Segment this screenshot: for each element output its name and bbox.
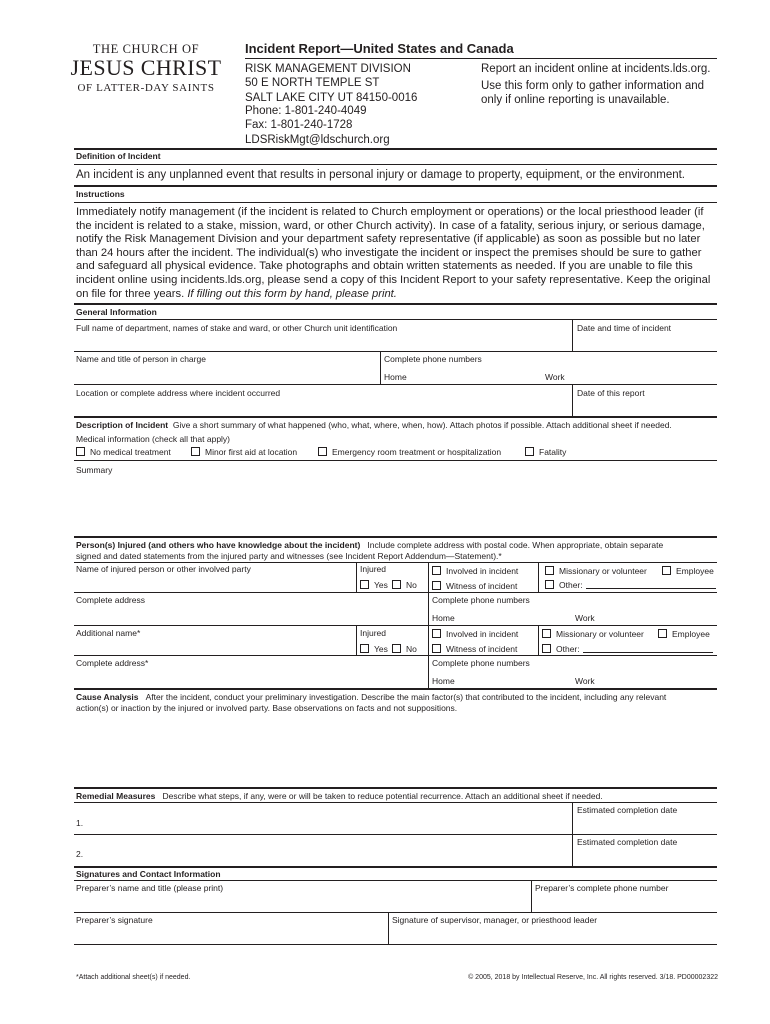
divider bbox=[74, 625, 717, 626]
missionary-checkbox-2[interactable] bbox=[542, 629, 644, 639]
supervisor-signature-field[interactable] bbox=[389, 913, 717, 943]
address-line: 50 E NORTH TEMPLE ST bbox=[245, 77, 380, 90]
home-label-2: Home bbox=[432, 676, 455, 686]
address-line: RISK MANAGEMENT DIVISION bbox=[245, 63, 411, 75]
option-label: Other: bbox=[559, 580, 583, 590]
measure-number-2: 2. bbox=[76, 849, 84, 859]
general-rule bbox=[74, 303, 717, 305]
description-title: Description of Incident bbox=[76, 420, 169, 430]
medical-label: Medical information (check all that apply) bbox=[76, 434, 231, 444]
option-label: Involved in incident bbox=[446, 629, 519, 639]
other-input[interactable] bbox=[586, 588, 716, 589]
preparer-name-label: Preparer’s name and title (please print) bbox=[76, 883, 224, 893]
datetime-field[interactable] bbox=[573, 320, 717, 351]
instructions-sub-rule bbox=[74, 202, 717, 203]
report-date-field[interactable] bbox=[573, 385, 717, 416]
church-logo bbox=[66, 42, 226, 95]
preparer-phone-field[interactable] bbox=[532, 881, 717, 912]
datetime-field-label: Date and time of incident bbox=[577, 323, 672, 333]
divider bbox=[428, 625, 429, 655]
dept-field-label: Full name of department, names of stake and ward, or other Church unit identification bbox=[76, 323, 398, 333]
summary-field[interactable] bbox=[74, 461, 717, 536]
address-field[interactable] bbox=[74, 593, 428, 625]
footer-note: *Attach additional sheet(s) if needed. bbox=[76, 974, 191, 981]
injured-instructions-1: Include complete address with postal code. When appropriate, obtain separate bbox=[367, 540, 664, 550]
preparer-signature-label: Preparer’s signature bbox=[76, 915, 153, 925]
option-label: No bbox=[406, 644, 417, 654]
option-label: No medical treatment bbox=[90, 447, 171, 457]
checkbox-square bbox=[525, 447, 534, 456]
online-note: Report an incident online at incidents.lds.org. bbox=[481, 63, 711, 75]
phones-label: Complete phone numbers bbox=[432, 595, 530, 605]
option-label: Fatality bbox=[539, 447, 567, 457]
checkbox-square bbox=[318, 447, 327, 456]
est-completion-label-2: Estimated completion date bbox=[577, 837, 678, 847]
person-in-charge-field[interactable] bbox=[74, 352, 380, 384]
checkbox-square bbox=[658, 629, 667, 638]
option-label: Involved in incident bbox=[446, 566, 519, 576]
cause-heading bbox=[76, 692, 666, 702]
checkbox-square bbox=[545, 580, 554, 589]
remedial-title: Remedial Measures bbox=[76, 791, 156, 801]
additional-name-label: Additional name* bbox=[76, 628, 141, 638]
cause-instructions-2: action(s) or inaction by the injured or involved party. Base observations on facts and not suppositions. bbox=[76, 703, 458, 713]
injured-instructions-2: signed and dated statements from the injured party and witnesses (see Incident Report Addendum—Statement).* bbox=[76, 551, 502, 561]
dept-field[interactable] bbox=[74, 320, 572, 351]
definition-rule bbox=[74, 148, 717, 150]
measure-field-2[interactable] bbox=[74, 835, 572, 865]
option-label: Witness of incident bbox=[446, 644, 518, 654]
emergency-room-checkbox[interactable] bbox=[318, 447, 501, 457]
option-label: Witness of incident bbox=[446, 581, 518, 591]
employee-checkbox-2[interactable] bbox=[658, 629, 710, 639]
cause-field[interactable] bbox=[74, 716, 717, 786]
divider bbox=[356, 562, 357, 592]
phones-label: Complete phone numbers bbox=[384, 354, 482, 364]
checkbox-square bbox=[360, 644, 369, 653]
address-label: Complete address bbox=[76, 595, 145, 605]
copyright: © 2005, 2018 by Intellectual Reserve, Inc. All rights reserved. 3/18. PD00002322 bbox=[468, 974, 718, 981]
remedial-heading bbox=[76, 791, 603, 801]
remedial-instructions: Describe what steps, if any, were or will be taken to reduce potential recurrence. Attach an additional sheet if needed. bbox=[162, 791, 603, 801]
phones-label-2: Complete phone numbers bbox=[432, 658, 530, 668]
injured-name-label: Name of injured person or other involved party bbox=[76, 564, 251, 574]
checkbox-square bbox=[432, 566, 441, 575]
work-label-2: Work bbox=[575, 676, 595, 686]
checkbox-square bbox=[392, 644, 401, 653]
supervisor-signature-label: Signature of supervisor, manager, or priesthood leader bbox=[392, 915, 598, 925]
work-label: Work bbox=[575, 613, 595, 623]
definition-text: An incident is any unplanned event that results in personal injury or damage to property, equipment, or the environment. bbox=[76, 169, 686, 181]
injured-title: Person(s) Injured (and others who have knowledge about the incident) bbox=[76, 540, 361, 550]
form-title: Incident Report—United States and Canada bbox=[245, 41, 514, 56]
definition-sub-rule bbox=[74, 164, 717, 165]
instructions-print-note: If filling out this form by hand, please print. bbox=[187, 287, 397, 300]
checkbox-square bbox=[662, 566, 671, 575]
injured-yes-checkbox-2[interactable] bbox=[360, 644, 388, 654]
person-in-charge-label: Name and title of person in charge bbox=[76, 354, 206, 364]
witness-checkbox[interactable] bbox=[432, 581, 517, 591]
preparer-phone-label: Preparer’s complete phone number bbox=[535, 883, 669, 893]
preparer-name-field[interactable] bbox=[74, 881, 531, 912]
other-checkbox-2[interactable] bbox=[542, 644, 713, 654]
divider bbox=[74, 562, 717, 563]
involved-checkbox-2[interactable] bbox=[432, 629, 518, 639]
home-label: Home bbox=[384, 372, 407, 382]
est-date-field-2[interactable] bbox=[573, 848, 717, 865]
est-completion-label-1: Estimated completion date bbox=[577, 805, 678, 815]
option-label: Yes bbox=[374, 580, 388, 590]
injured-rule bbox=[74, 536, 717, 538]
est-date-field-1[interactable] bbox=[573, 816, 717, 833]
preparer-signature-field[interactable] bbox=[74, 913, 388, 943]
checkbox-square bbox=[191, 447, 200, 456]
employee-checkbox[interactable] bbox=[662, 566, 714, 576]
divider bbox=[380, 351, 381, 384]
option-label: Other: bbox=[556, 644, 580, 654]
description-heading bbox=[76, 420, 672, 430]
signatures-heading: Signatures and Contact Information bbox=[76, 869, 221, 879]
injured-no-checkbox[interactable] bbox=[392, 580, 417, 590]
option-label: Emergency room treatment or hospitalization bbox=[332, 447, 502, 457]
divider bbox=[538, 625, 539, 655]
no-medical-checkbox[interactable] bbox=[76, 447, 171, 457]
fatality-checkbox[interactable] bbox=[525, 447, 566, 457]
checkbox-square bbox=[392, 580, 401, 589]
other-input[interactable] bbox=[583, 652, 713, 653]
logo-line-2: JESUS CHRIST bbox=[70, 55, 222, 80]
option-label: Employee bbox=[672, 629, 710, 639]
divider bbox=[428, 562, 429, 592]
division-contact bbox=[245, 104, 390, 147]
checkbox-square bbox=[542, 629, 551, 638]
title-rule bbox=[245, 58, 717, 59]
address-line: SALT LAKE CITY UT 84150-0016 bbox=[245, 91, 418, 104]
measure-field-1[interactable] bbox=[74, 803, 572, 833]
work-label: Work bbox=[545, 372, 565, 382]
additional-name-field[interactable] bbox=[74, 638, 356, 655]
injured-label: Injured bbox=[360, 564, 386, 574]
divider bbox=[538, 562, 539, 592]
cause-title: Cause Analysis bbox=[76, 692, 139, 702]
division-address bbox=[245, 62, 417, 105]
checkbox-square bbox=[360, 580, 369, 589]
checkbox-square bbox=[432, 629, 441, 638]
signatures-rule bbox=[74, 866, 717, 868]
checkbox-square bbox=[432, 644, 441, 653]
summary-label: Summary bbox=[76, 465, 113, 475]
option-label: Minor first aid at location bbox=[205, 447, 298, 457]
description-rule bbox=[74, 416, 717, 418]
injured-yes-checkbox[interactable] bbox=[360, 580, 388, 590]
divider bbox=[428, 655, 429, 688]
instructions-rule bbox=[74, 185, 717, 187]
checkbox-square bbox=[545, 566, 554, 575]
divider bbox=[356, 625, 357, 655]
work-phone-field[interactable] bbox=[570, 368, 717, 384]
witness-checkbox-2[interactable] bbox=[432, 644, 517, 654]
cause-instructions-1: After the incident, conduct your preliminary investigation. Describe the main factor(s) that contributed to the incident, including any relevant bbox=[145, 692, 667, 702]
logo-line-3: OF LATTER-DAY SAINTS bbox=[77, 82, 215, 94]
report-date-label: Date of this report bbox=[577, 388, 645, 398]
email-line: LDSRiskMgt@ldschurch.org bbox=[245, 133, 390, 146]
definition-heading: Definition of Incident bbox=[76, 151, 161, 161]
divider bbox=[74, 944, 717, 945]
description-instructions: Give a short summary of what happened (who, what, where, when, how). Attach photos if possible. Attach additional sheet if needed. bbox=[172, 420, 672, 430]
option-label: Missionary or volunteer bbox=[559, 566, 647, 576]
home-phone-field[interactable] bbox=[410, 368, 540, 384]
injured-name-field[interactable] bbox=[74, 575, 356, 592]
location-field[interactable] bbox=[74, 385, 572, 416]
location-label: Location or complete address where incident occurred bbox=[76, 388, 281, 398]
checkbox-square bbox=[432, 581, 441, 590]
option-label: No bbox=[406, 580, 417, 590]
involved-checkbox[interactable] bbox=[432, 566, 518, 576]
general-heading: General Information bbox=[76, 307, 157, 317]
minor-first-aid-checkbox[interactable] bbox=[191, 447, 297, 457]
use-note: Use this form only to gather information and only if online reporting is unavailable. bbox=[481, 80, 705, 107]
option-label: Yes bbox=[374, 644, 388, 654]
phone-line: Phone: 1-801-240-4049 bbox=[245, 105, 367, 117]
instructions-heading: Instructions bbox=[76, 189, 125, 199]
cause-rule bbox=[74, 688, 717, 690]
missionary-checkbox[interactable] bbox=[545, 566, 647, 576]
checkbox-square bbox=[542, 644, 551, 653]
divider bbox=[428, 592, 429, 625]
instructions-text bbox=[76, 206, 720, 301]
other-checkbox[interactable] bbox=[545, 580, 716, 590]
option-label: Employee bbox=[676, 566, 714, 576]
fax-line: Fax: 1-801-240-1728 bbox=[245, 119, 353, 132]
address-label-2: Complete address* bbox=[76, 658, 149, 668]
logo-line-1: THE CHURCH OF bbox=[92, 42, 200, 56]
injured-label: Injured bbox=[360, 628, 386, 638]
instructions-body: Immediately notify management (if the incident is related to Church employment or operations) or the local priesthood leader (if the incident is related to a stake, mission, ward, or other Church activity). In case of a fatality, serious injury, or serious damage, notify the Risk Management Division and your department safety representative (if applicable) as soon as possible but no later than 24 hours after the incident. The individual(s) who investigate the incident or inspect the premises should be sure to gather and safeguard all physical evidence. Take photographs and obtain written statements as needed. If you are unable to file this incident online using incidents.lds.org, please send a copy of this Incident Report to your safety representative. Keep the original on file for three years. bbox=[76, 206, 711, 300]
measure-number-1: 1. bbox=[76, 818, 84, 828]
home-label: Home bbox=[432, 613, 455, 623]
address-field-2[interactable] bbox=[74, 656, 428, 688]
option-label: Missionary or volunteer bbox=[556, 629, 644, 639]
checkbox-square bbox=[76, 447, 85, 456]
remedial-rule bbox=[74, 787, 717, 789]
injured-heading bbox=[76, 540, 663, 550]
injured-no-checkbox-2[interactable] bbox=[392, 644, 417, 654]
